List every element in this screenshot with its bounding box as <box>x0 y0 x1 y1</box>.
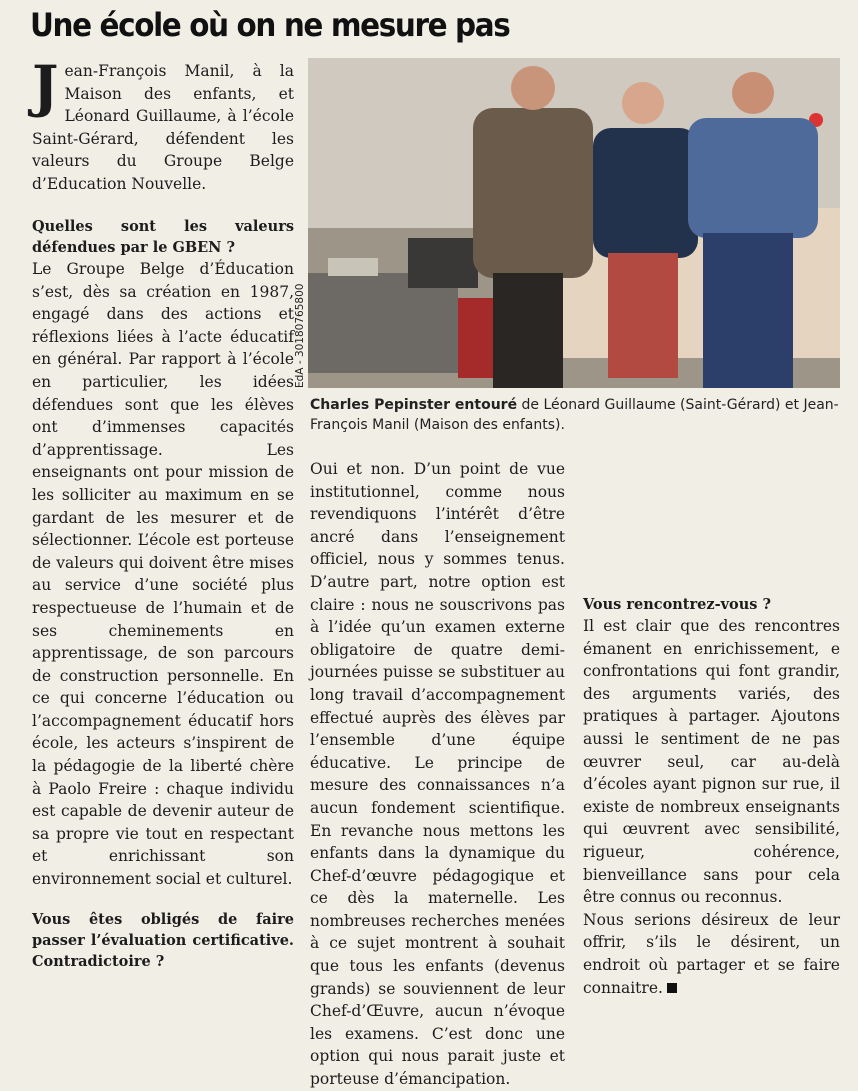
end-mark-icon <box>667 983 677 993</box>
answer-4 <box>583 909 840 999</box>
question-3: Vous rencontrez-vous ? <box>583 596 771 613</box>
answer-3: Il est clair que des rencontres émanent en enrichissement, e confrontations qui font grandir, des arguments variés, des pratiques à partager. Ajoutons aussi le sentiment de ne pas œuvrer seul, car au-delà d’écoles ayant pignon sur rue, il existe de nombreux enseignants qui œuvrent avec sensibilité, rigueur, cohérence, bienveillance sans pour cela être connus ou reconnus. <box>583 617 840 907</box>
photo-caption <box>310 395 840 435</box>
caption-bold: Charles Pepinster entouré <box>310 397 518 413</box>
question-2: Vous êtes obligés de faire passer l’évaluation certificative. Contradictoire ? <box>32 910 294 970</box>
photo-illustration <box>308 58 840 388</box>
question-1: Quelles sont les valeurs défendues par le GBEN ? <box>32 218 294 256</box>
photo-credit: EdA - 30180765800 <box>294 283 306 388</box>
caption-text: de Léonard Guillaume (Saint-Gérard) et Jean-François Manil (Maison des enfants). <box>310 397 839 433</box>
answer-1: Le Groupe Belge d’Éducation s’est, dès sa création en 1987, engagé dans des actions et réflexions liées à l’acte éducatif en général. Par rapport à l’école en particulier, les idées défendues sont que les élèves ont d’immenses capacités d’apprentissage. Les enseignants ont pour mission de les solliciter au maximum en se gardant de les mesurer et de sélectionner. L’école est porteuse de valeurs qui doivent être mises au service d’une société plus respectueuse de l’humain et de ses cheminements en apprentissage, de son parcours de construction personnelle. En ce qui concerne l’éducation ou l’accompagnement éducatif hors école, les acteurs s’inspirent de la pédagogie de la liberté chère à Paolo Freire : chaque individu est capable de devenir auteur de sa propre vie tout en respectant et enrichissant son environnement social et culturel. <box>32 260 294 889</box>
article-intro <box>32 54 294 195</box>
column-2 <box>310 458 565 1091</box>
answer-4-text: Nous serions désireux de leur offrir, s’ils le désirent, un endroit où partager et se faire connaitre. <box>583 910 840 997</box>
intro-dropcap: J <box>32 54 59 120</box>
answer-2: Oui et non. D’un point de vue institutionnel, comme nous revendiquons l’intérêt d’être ancré dans l’enseignement officiel, nous y sommes tenus. D’autre part, notre option est claire : nous ne souscrivons pas à l’idée qu’un examen externe obligatoire de quatre demi-journées puisse se substituer au long travail d’accompagnement effectué auprès des élèves par l’ensemble d’une équipe éducative. Le principe de mesure des connaissances n’a aucun fondement scientifique. En revanche nous mettons les enfants dans la dynamique du Chef-d’œuvre pédagogique et ce dès la maternelle. Les nombreuses recherches menées à ce sujet montrent à souhait que tous les enfants (devenus grands) se souviennent de leur Chef-d’Œuvre, aucun n’évoque les examens. C’est donc une option qui nous parait juste et porteuse d’émancipation. <box>310 460 565 1089</box>
intro-text: ean-François Manil, à la Maison des enfants, et Léonard Guillaume, à l’école Saint-Gérard, défendent les valeurs du Groupe Belge d’Education Nouvelle. <box>32 62 294 193</box>
column-3 <box>583 458 840 999</box>
article-photo <box>308 58 840 388</box>
article-headline: Une école où on ne mesure pas <box>30 6 510 44</box>
column-1 <box>32 216 294 972</box>
